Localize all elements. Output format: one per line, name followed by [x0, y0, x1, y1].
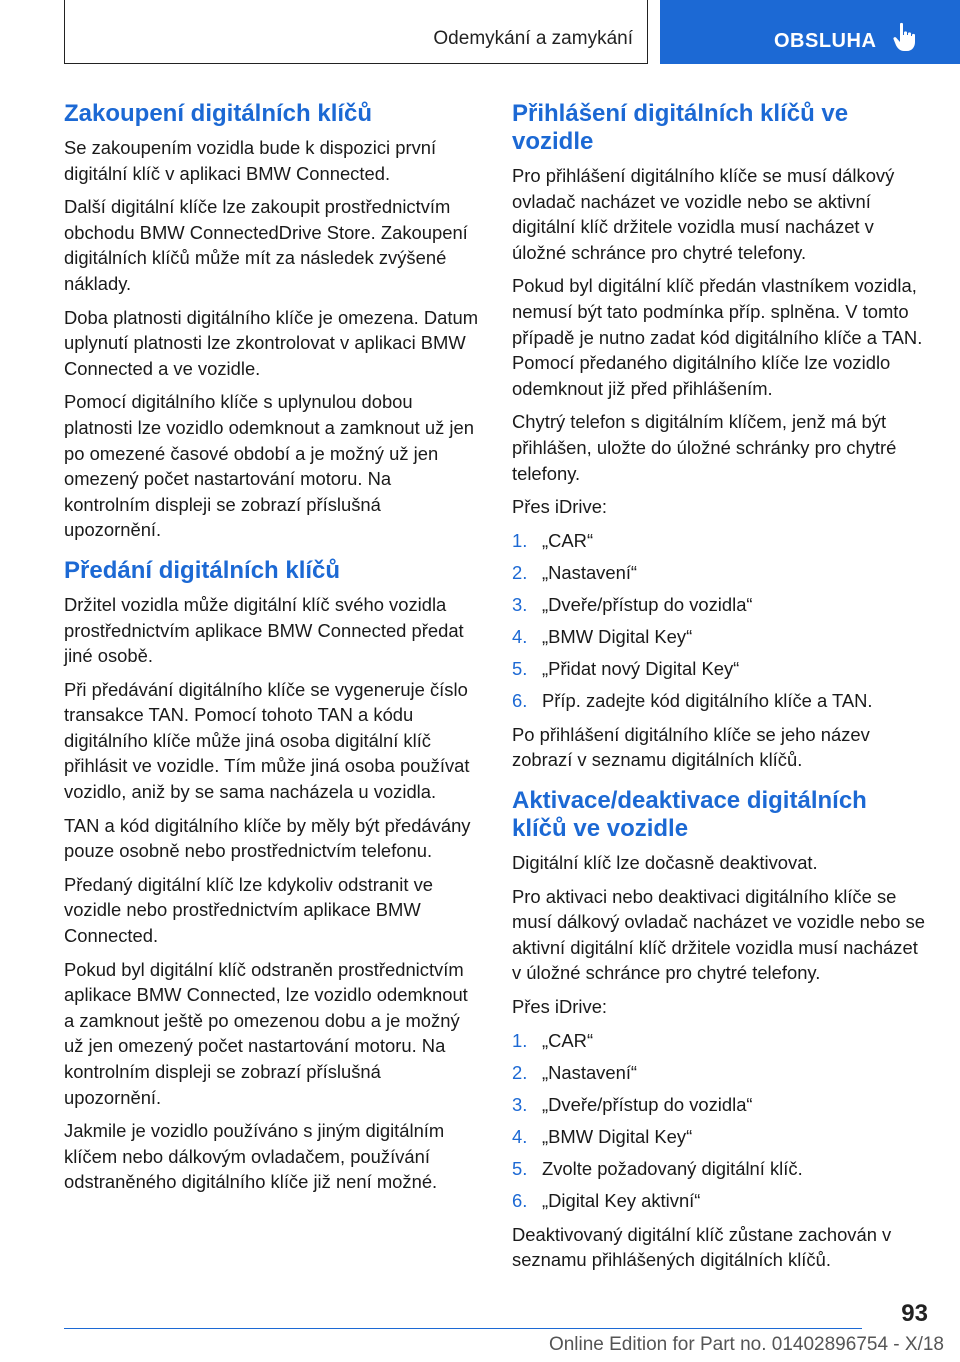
- step-text: „BMW Digital Key“: [542, 1125, 693, 1147]
- step-text: „Digital Key aktivní“: [542, 1190, 701, 1211]
- paragraph: Pro aktivaci nebo deaktivaci digitálního klíče se musí dálkový ovladač nacházet ve vozidle nebo se aktivní digitální klíč držitele vozidla musí nacházet v úložné schránce pro chytré telefony.: [512, 885, 926, 984]
- list-item: [512, 1156, 928, 1182]
- step-number: 4.: [512, 626, 528, 647]
- step-text: „Nastavení“: [542, 1061, 638, 1083]
- step-number: 3.: [512, 593, 528, 615]
- step-text: „Nastavení“: [542, 561, 638, 583]
- step-number: 2.: [512, 561, 528, 583]
- step-text: „Dveře/přístup do vozidla“: [542, 593, 753, 615]
- step-number: 4.: [512, 1125, 528, 1147]
- step-number: 3.: [512, 1093, 528, 1115]
- heading-sharing-keys: Předání digitálních klíčů: [64, 556, 341, 584]
- paragraph: TAN a kód digitálního klíče by měly být předávány pouze osobně nebo prostřednictvím telefonu.: [64, 814, 471, 862]
- right-column: [512, 100, 928, 1281]
- paragraph: Přes iDrive:: [512, 496, 608, 518]
- step-number: 1.: [512, 529, 528, 551]
- paragraph: Deaktivovaný digitální klíč zůstane zachován v seznamu přihlášených digitálních klíčů.: [512, 1223, 892, 1271]
- paragraph: Doba platnosti digitálního klíče je omezena. Datum uplynutí platnosti lze zkontrolovat v aplikaci BMW Connected a ve vozidle.: [64, 306, 479, 379]
- paragraph: Při předávání digitálního klíče se vygeneruje číslo transakce TAN. Pomocí tohoto TAN a kódu digitálního klíče může jiná osoba digitální klíč přihlásit ve vozidle. Tím může jiná osoba používat vozidlo, aniž by se sama nacházela u vozidla.: [64, 678, 470, 803]
- list-item: [512, 528, 928, 554]
- paragraph: Digitální klíč lze dočasně deaktivovat.: [512, 851, 818, 873]
- step-number: 6.: [512, 1190, 528, 1211]
- paragraph: Pokud byl digitální klíč odstraněn prostřednictvím aplikace BMW Connected, lze vozidlo odemknout a zamknout ještě po omezenou dobu a je možný už jen omezený počet nastartování motoru. Na kontrolním displeji se zobrazí příslušná upozornění.: [64, 958, 468, 1108]
- step-text: Zvolte požadovaný digitální klíč.: [542, 1157, 803, 1179]
- heading-buying-keys: Zakoupení digitálních klíčů: [64, 100, 373, 127]
- left-column: [64, 100, 480, 1203]
- idrive-steps-activate: [512, 1028, 928, 1214]
- paragraph: Po přihlášení digitálního klíče se jeho název zobrazí v seznamu digitálních klíčů.: [512, 723, 870, 771]
- list-item: [512, 1060, 928, 1086]
- list-item: [512, 624, 928, 650]
- step-number: 6.: [512, 690, 528, 712]
- chapter-tab-label: OBSLUHA: [774, 30, 877, 52]
- page-number: 93: [901, 1300, 928, 1327]
- list-item: [512, 560, 928, 586]
- step-number: 1.: [512, 1029, 528, 1051]
- step-number: 5.: [512, 1157, 528, 1179]
- list-item: [512, 1188, 928, 1214]
- paragraph: Pokud byl digitální klíč předán vlastníkem vozidla, nemusí být tato podmínka příp. splněna. V tomto případě je nutno zadat kód digitálního klíče a TAN. Pomocí předaného digitálního klíče lze vozidlo odemknout již před přihlášením.: [512, 275, 923, 399]
- list-item: [512, 688, 928, 714]
- list-item: [512, 592, 928, 618]
- paragraph: Další digitální klíče lze zakoupit prostřednictvím obchodu BMW ConnectedDrive Store. Zakoupení digitálních klíčů může mít za následek zvýšené náklady.: [64, 196, 468, 294]
- step-text: „CAR“: [542, 1029, 594, 1051]
- step-text: „Dveře/přístup do vozidla“: [542, 1093, 753, 1115]
- step-text: „CAR“: [542, 529, 594, 551]
- paragraph: Jakmile je vozidlo používáno s jiným digitálním klíčem nebo dálkovým ovladačem, používání odstraněného digitálního klíče již není možné.: [64, 1120, 445, 1193]
- step-text: „BMW Digital Key“: [542, 626, 693, 647]
- footer-divider: [64, 1328, 862, 1329]
- paragraph: Chytrý telefon s digitálním klíčem, jenž má být přihlášen, uložte do úložné schránky pro chytré telefony.: [512, 411, 897, 484]
- paragraph: Pro přihlášení digitálního klíče se musí dálkový ovladač nacházet ve vozidle nebo se aktivní digitální klíč držitele vozidla musí nacházet v úložné schránce pro chytré telefony.: [512, 165, 895, 263]
- list-item: [512, 1092, 928, 1118]
- step-number: 2.: [512, 1061, 528, 1083]
- idrive-steps-register: [512, 528, 928, 714]
- paragraph: Předaný digitální klíč lze kdykoliv odstranit ve vozidle nebo prostřednictvím aplikace BMW Connected.: [64, 873, 434, 947]
- heading-activate-keys: Aktivace/deaktivace digitálních klíčů ve vozidle: [512, 786, 867, 842]
- paragraph: Se zakoupením vozidla bude k dispozici první digitální klíč v aplikaci BMW Connected.: [64, 137, 437, 184]
- paragraph: Přes iDrive:: [512, 995, 608, 1017]
- paragraph: Držitel vozidla může digitální klíč svého vozidla prostřednictvím aplikace BMW Connected předat jiné osobě.: [64, 593, 464, 667]
- pointing-hand-icon: [892, 22, 918, 52]
- paragraph: Pomocí digitálního klíče s uplynulou dobou platnosti lze vozidlo odemknout a zamknout už jen po omezené časové období a je možný už jen omezený počet nastartování motoru. Na kontrolním displeji se zobrazí příslušná upozornění.: [64, 391, 474, 541]
- header-section-box: [64, 0, 648, 64]
- section-title: Odemykání a zamykání: [433, 28, 633, 49]
- list-item: [512, 1124, 928, 1150]
- step-text: Příp. zadejte kód digitálního klíče a TAN.: [542, 690, 873, 712]
- chapter-tab[interactable]: [660, 0, 960, 64]
- step-text: „Přidat nový Digital Key“: [542, 658, 740, 680]
- step-number: 5.: [512, 658, 528, 680]
- list-item: [512, 1028, 928, 1054]
- list-item: [512, 656, 928, 682]
- footer-edition-text: Online Edition for Part no. 01402896754 - X/18: [548, 1334, 944, 1355]
- heading-register-keys: Přihlášení digitálních klíčů ve vozidle: [512, 100, 849, 155]
